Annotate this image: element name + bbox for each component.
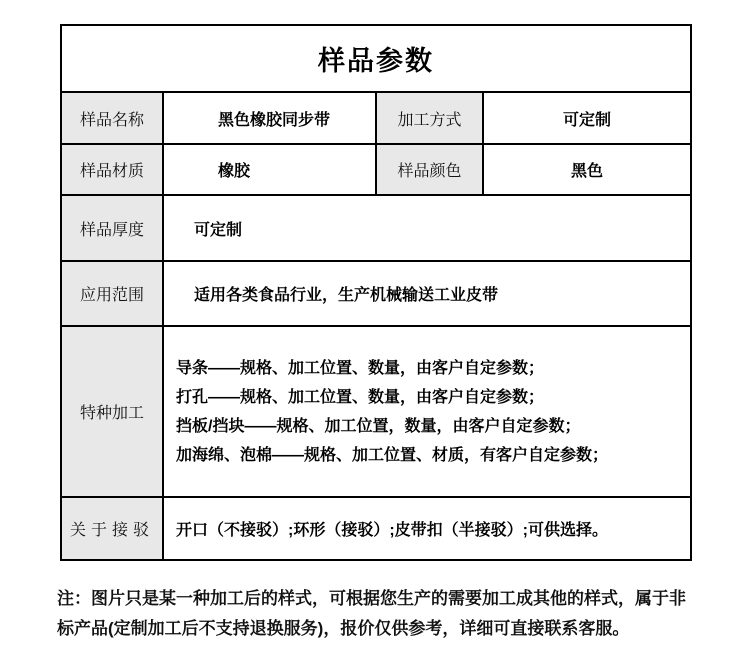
special-processing-cell: [163, 326, 691, 497]
special-processing-label: 特种加工: [61, 326, 163, 497]
sample-thickness-label: 样品厚度: [61, 195, 163, 261]
special-processing-line: 导条——规格、加工位置、数量，由客户自定参数；: [176, 359, 545, 377]
table-row: [61, 144, 691, 195]
table-row: [61, 261, 691, 326]
joint-info-label: 关于接驳: [61, 497, 163, 560]
footer-note: 注：图片只是某一种加工后的样式，可根据您生产的需要加工成其他的样式，属于非标产品(定制加工后不支持退换服务)，报价仅供参考，详细可直接联系客服。: [57, 589, 686, 638]
processing-method-value: 可定制: [483, 92, 691, 144]
special-processing-line: 打孔——规格、加工位置、数量，由客户自定参数；: [176, 388, 545, 406]
special-processing-lines: [164, 354, 690, 470]
joint-info-value: 开口（不接驳）;环形（接驳）;皮带扣（半接驳）;可供选择。: [163, 497, 691, 560]
table-title: 样品参数: [61, 25, 691, 92]
table-row: [61, 195, 691, 261]
special-processing-line: 挡板/挡块——规格、加工位置，数量，由客户自定参数；: [176, 417, 581, 435]
sample-material-label: 样品材质: [61, 144, 163, 195]
table-row: [61, 497, 691, 560]
processing-method-label: 加工方式: [376, 92, 483, 144]
sample-name-value: 黑色橡胶同步带: [163, 92, 376, 144]
special-processing-line: 加海绵、泡棉——规格、加工位置、材质，有客户自定参数；: [176, 446, 609, 464]
sample-thickness-value: 可定制: [163, 195, 691, 261]
table-title-row: [61, 25, 691, 92]
application-range-label: 应用范围: [61, 261, 163, 326]
sample-material-value: 橡胶: [163, 144, 376, 195]
sample-parameters-table: [60, 24, 692, 561]
application-range-value: 适用各类食品行业，生产机械输送工业皮带: [163, 261, 691, 326]
table-row: [61, 92, 691, 144]
table-row: [61, 326, 691, 497]
sample-color-label: 样品颜色: [376, 144, 483, 195]
sample-name-label: 样品名称: [61, 92, 163, 144]
sample-color-value: 黑色: [483, 144, 691, 195]
